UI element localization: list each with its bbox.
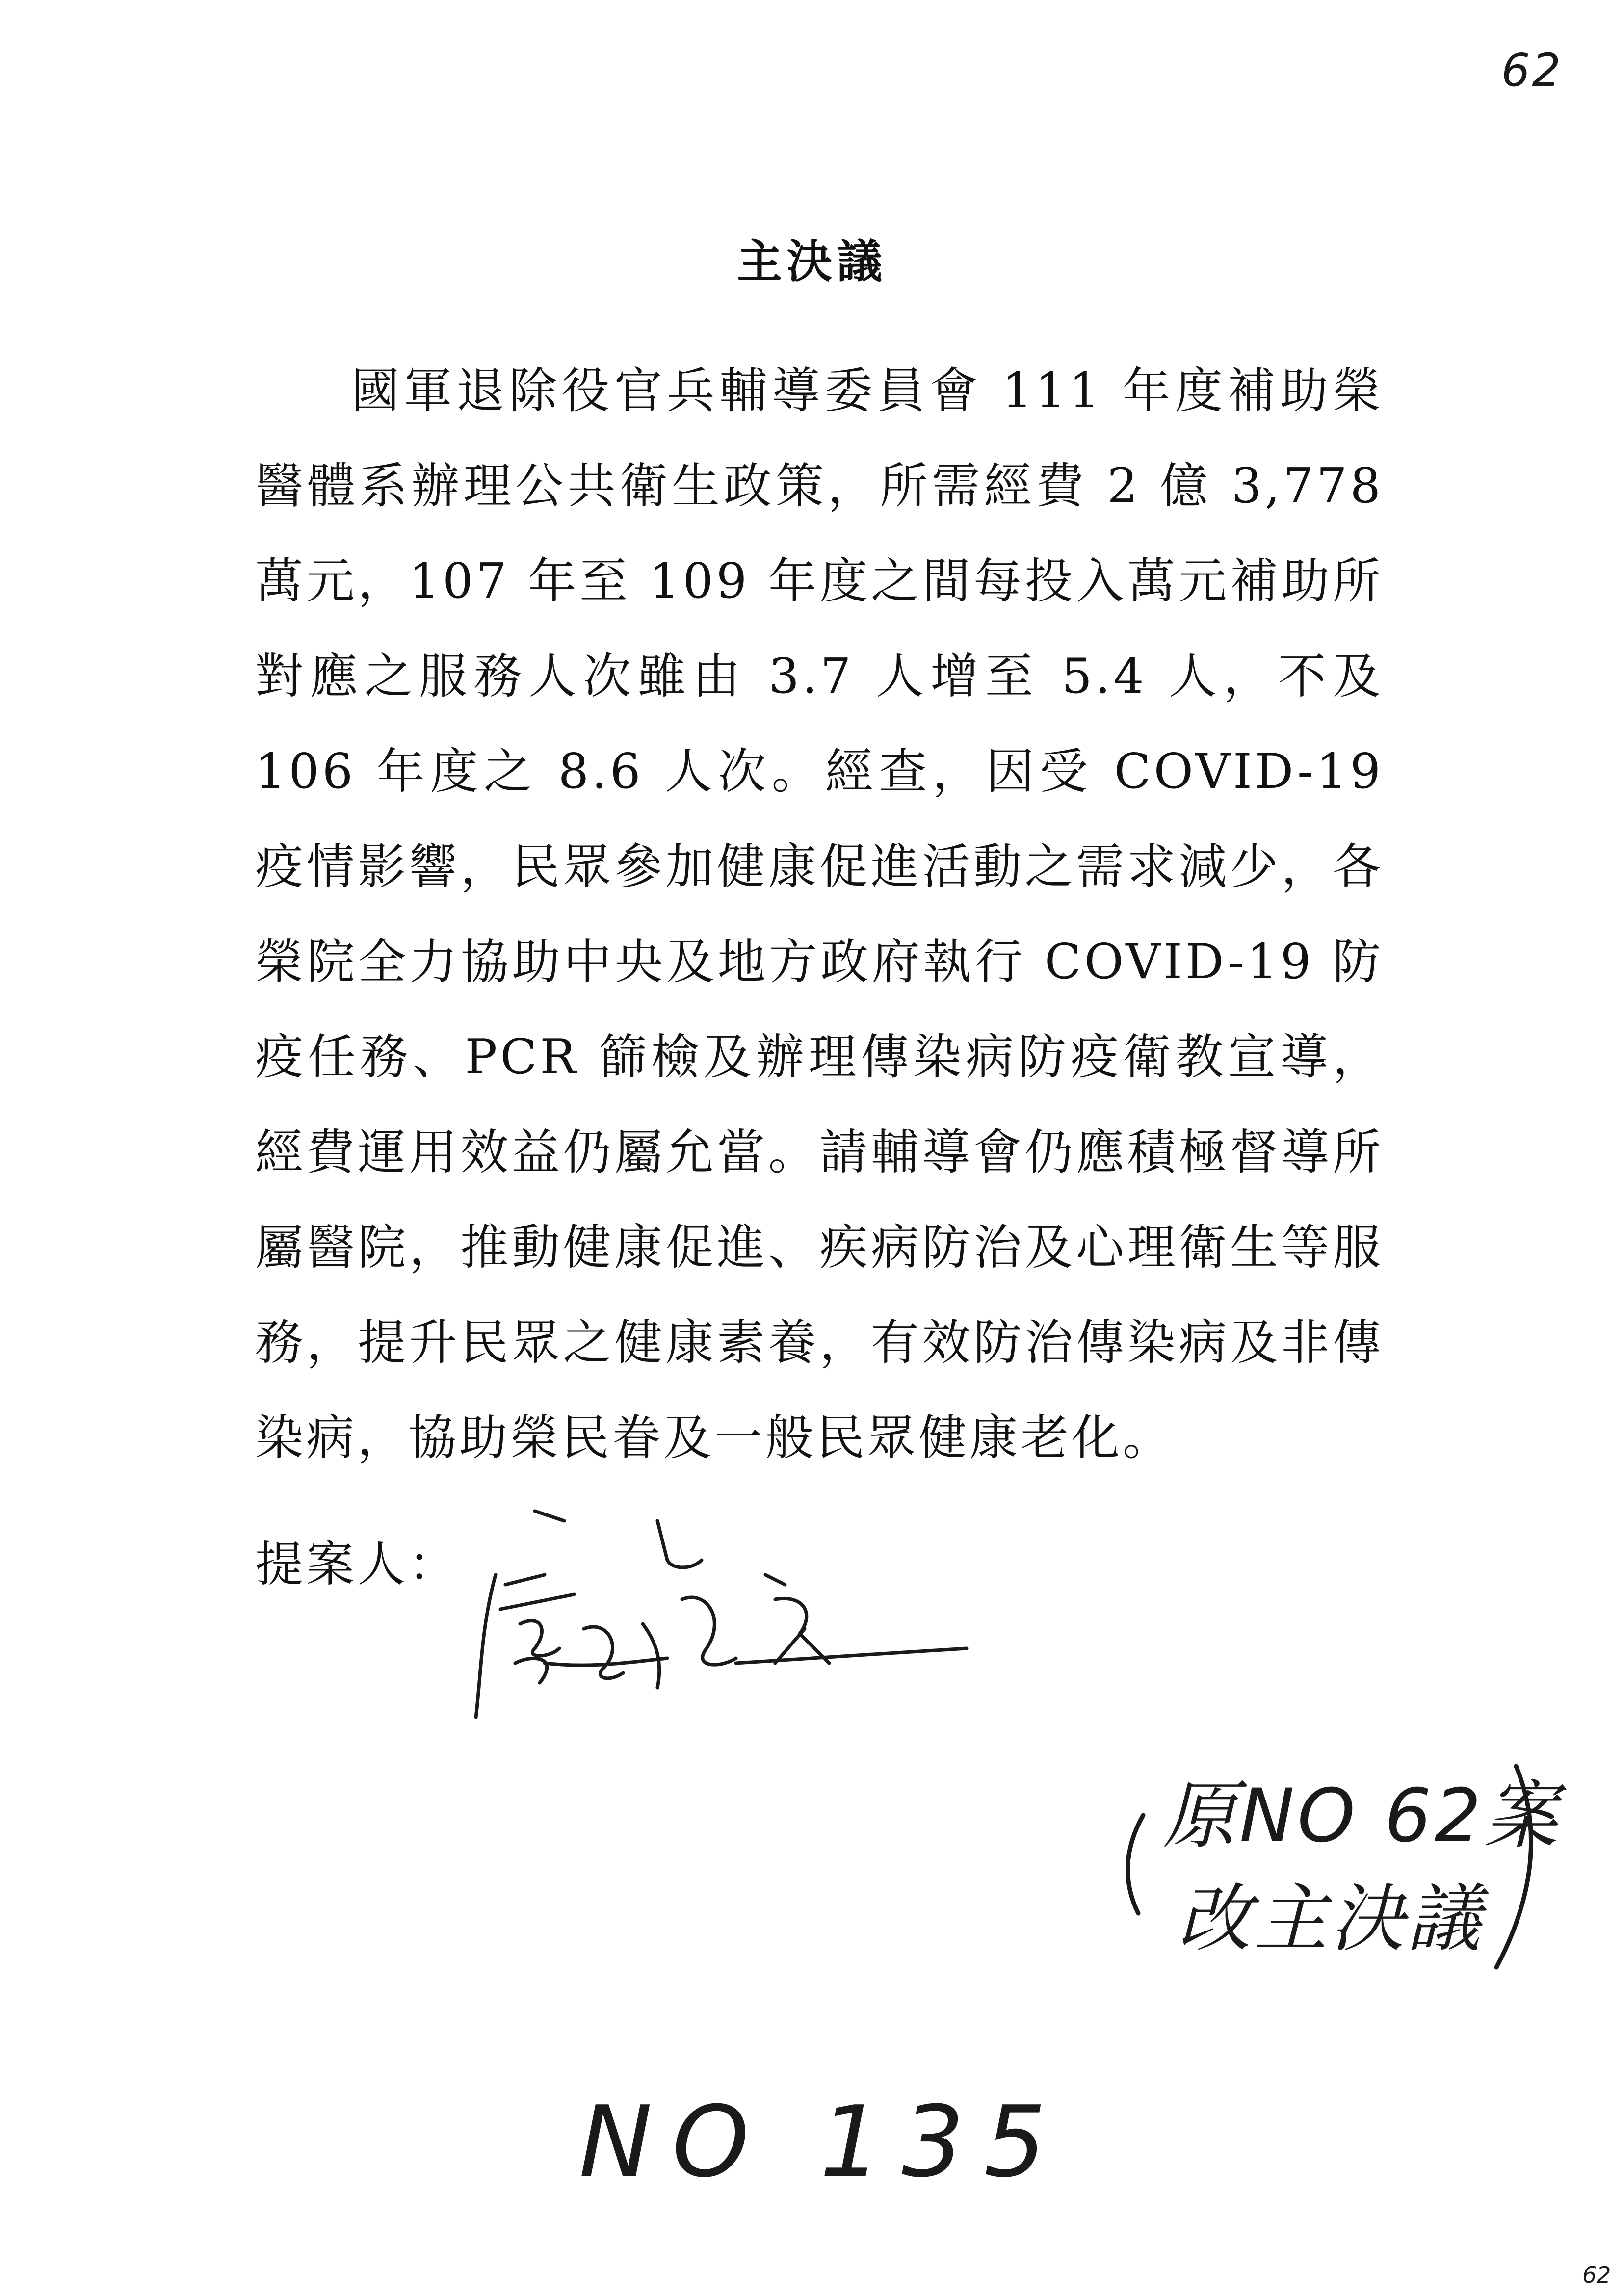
note-line-1: 原NO 62案 <box>1163 1774 1561 1859</box>
proposer-label: 提案人： <box>255 1537 460 1592</box>
document-title: 主決議 <box>736 235 887 288</box>
page-number-top: 62 <box>1501 44 1563 97</box>
resolution-body: 國軍退除役官兵輔導委員會 111 年度補助榮醫體系辦理公共衛生政策，所需經費 2 億 3,778 萬元，107 年至 109 年度之間每投入萬元補助所對應之服務人次雖由 3.7 人增至 5.4 人，不及 106 年度之 8.6 人次。經查，因受 COVID-19 疫情影響，民眾參加健康促進活動之需求減少，各榮院全力協助中央及地方政府執行 COVID-19 防疫任務、PCR 篩檢及辦理傳染病防疫衛教宣導，經費運用效益仍屬允當。請輔導會仍應積極督導所屬醫院，推動健康促進、疾病防治及心理衛生等服務，提升民眾之健康素養，有效防治傳染病及非傳染病，協助榮民眷及一般民眾健康老化。 <box>255 363 1384 1466</box>
handwritten-note <box>1104 1737 1561 1992</box>
page-number-corner: 62 <box>1582 2262 1611 2288</box>
case-number: NO 135 <box>579 2085 1066 2199</box>
note-line-2: 改主決議 <box>1178 1877 1484 1962</box>
signature-image <box>461 1501 1001 1727</box>
